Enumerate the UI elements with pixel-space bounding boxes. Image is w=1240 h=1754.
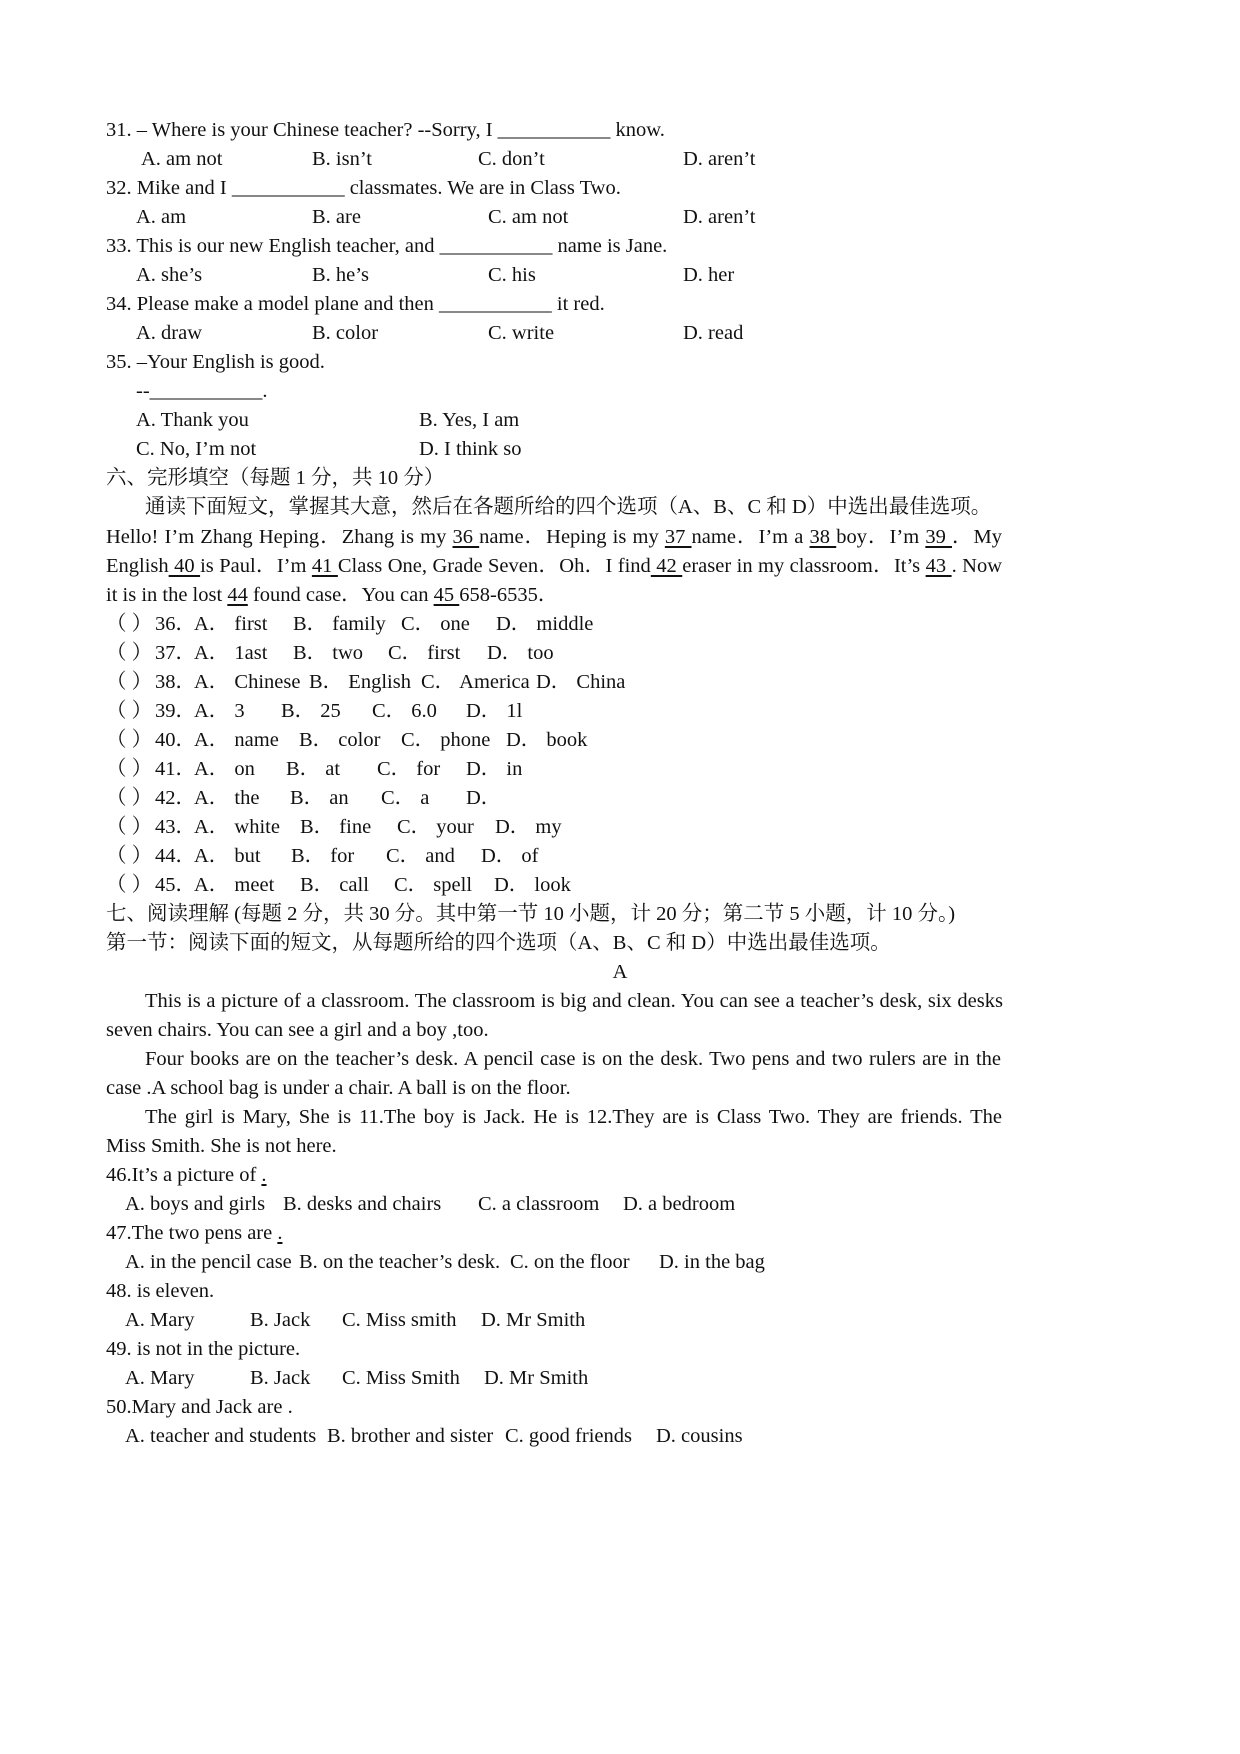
option-d: D. aren’t [683, 206, 756, 228]
item-number: 39． [155, 700, 196, 722]
passage-text: English [106, 555, 169, 577]
option-d: D． too [487, 642, 554, 664]
blank-42: 42 [650, 555, 683, 577]
passage-text: Class One, Grade Seven．Oh．I find [337, 555, 651, 577]
option-b: B. Yes, I am [419, 409, 520, 431]
option-c: C． first [388, 642, 461, 664]
option-a: A. boys and girls [125, 1193, 266, 1215]
blank-37: 37 [664, 526, 692, 548]
passage-text: name．I’m a [691, 526, 810, 548]
option-b: B． an [290, 787, 349, 809]
section-heading: 七、阅读理解 (每题 2 分，共 30 分。其中第一节 10 小题，计 20 分；第二节 5 小题，计 10 分。) [106, 903, 956, 925]
option-b: B． at [286, 758, 341, 780]
option-d: D. cousins [656, 1425, 743, 1447]
option-a: A. in the pencil case [125, 1251, 292, 1273]
answer-blank: （ ） [106, 787, 153, 809]
option-d: D． of [481, 845, 539, 867]
option-b: B. desks and chairs [283, 1193, 442, 1215]
option-c: C. write [488, 322, 555, 344]
option-d: D． 1l [466, 700, 523, 722]
option-d: D． middle [496, 613, 594, 635]
option-b: B． color [299, 729, 381, 751]
option-a: A． first [194, 613, 268, 635]
stem-text: . [287, 1396, 293, 1418]
option-d: D． China [536, 671, 626, 693]
option-c: C． 6.0 [372, 700, 437, 722]
paragraph-1-line-1: This is a picture of a classroom. The classroom is big and clean. You can see a teacher’s desk, six desks [145, 990, 1003, 1012]
option-d: D. Mr Smith [481, 1309, 586, 1331]
stem-text: 50.Mary and Jack are [106, 1396, 288, 1418]
option-d: D. Mr Smith [484, 1367, 589, 1389]
answer-blank: （ ） [106, 758, 153, 780]
question-stem: 32. Mike and I ___________ classmates. We are in Class Two. [106, 177, 621, 199]
passage-text: is Paul．I’m [200, 555, 312, 577]
option-a: A. am not [141, 148, 223, 170]
item-number: 44． [155, 845, 196, 867]
option-a: A. Mary [125, 1309, 195, 1331]
option-a: A. Thank you [136, 409, 249, 431]
question-stem: 31. – Where is your Chinese teacher? --Sorry, I ___________ know. [106, 119, 665, 141]
option-b: B. color [312, 322, 379, 344]
question-stem [106, 1333, 300, 1365]
passage-title: A [612, 961, 628, 983]
passage-text: eraser in my classroom．It’s [682, 555, 926, 577]
option-b: B. Jack [250, 1367, 311, 1389]
passage-text: Hello! I’m Zhang Heping．Zhang is my [106, 526, 453, 548]
option-d: D. in the bag [659, 1251, 765, 1273]
option-c: C. Miss Smith [342, 1367, 460, 1389]
option-b: B． 25 [281, 700, 341, 722]
option-a: A. draw [136, 322, 203, 344]
option-c: C． a [381, 787, 430, 809]
option-c: C. Miss smith [342, 1309, 457, 1331]
item-number: 41． [155, 758, 196, 780]
answer-blank: （ ） [106, 729, 153, 751]
stem-text: 48. [106, 1280, 137, 1302]
option-b: B． English [309, 671, 411, 693]
blank-44: 44 [227, 584, 248, 606]
answer-blank: （ ） [106, 700, 153, 722]
option-d: D. aren’t [683, 148, 756, 170]
answer-blank: （ ） [106, 816, 153, 838]
option-d: D． in [466, 758, 523, 780]
paragraph-text: case .A school bag is under a chair. A ball is on the floor. [106, 1077, 571, 1099]
option-b: B． two [293, 642, 364, 664]
option-c: C. his [488, 264, 536, 286]
answer-blank: （ ） [106, 874, 153, 896]
section-heading: 六、完形填空（每题 1 分，共 10 分） [106, 467, 445, 489]
option-d: D． [466, 787, 502, 809]
option-c: C． one [401, 613, 470, 635]
passage-line-1 [106, 521, 1002, 553]
option-a: A． 1ast [194, 642, 268, 664]
answer-blank: （ ） [106, 642, 153, 664]
answer-blank: （ ） [106, 671, 153, 693]
option-a: A． white [194, 816, 280, 838]
option-a: A. teacher and students [125, 1425, 317, 1447]
stem-text: is eleven. [136, 1280, 215, 1302]
option-d: D. her [683, 264, 735, 286]
option-a: A． the [194, 787, 260, 809]
passage-text-wrap [106, 579, 558, 611]
option-c: C. on the floor [510, 1251, 630, 1273]
passage-text: . Now [951, 555, 1002, 577]
reply-line: --___________. [136, 380, 268, 402]
answer-blank: . [261, 1164, 267, 1186]
option-b: B． fine [300, 816, 372, 838]
option-a: A． name [194, 729, 279, 751]
blank-41: 41 [311, 555, 338, 577]
question-stem [106, 1217, 282, 1249]
option-d: D． my [495, 816, 562, 838]
item-number: 36． [155, 613, 196, 635]
blank-36: 36 [452, 526, 480, 548]
blank-40: 40 [168, 555, 201, 577]
option-d: D. read [683, 322, 744, 344]
option-a: A． Chinese [194, 671, 301, 693]
blank-38: 38 [809, 526, 837, 548]
passage-text: boy．I’m [836, 526, 926, 548]
option-b: B. isn’t [312, 148, 372, 170]
option-c: C． and [386, 845, 455, 867]
item-number: 40． [155, 729, 196, 751]
paragraph-text: seven chairs. You can see a girl and a boy ,too. [106, 1019, 489, 1041]
option-a: A． on [194, 758, 255, 780]
option-a: A. Mary [125, 1367, 195, 1389]
option-a: A. she’s [136, 264, 203, 286]
answer-blank: （ ） [106, 613, 153, 635]
blank-43: 43 [925, 555, 952, 577]
option-c: C． phone [401, 729, 491, 751]
option-b: B． call [300, 874, 369, 896]
option-c: C. No, I’m not [136, 438, 257, 460]
paragraph-text: Miss Smith. She is not here. [106, 1135, 337, 1157]
stem-text: 46.It’s a picture of [106, 1164, 262, 1186]
passage-text: found case．You can [247, 584, 434, 606]
option-d: D. a bedroom [623, 1193, 736, 1215]
stem-text: is not in the picture. [136, 1338, 301, 1360]
passage-line-2 [106, 550, 1002, 582]
paragraph-3-line-1: The girl is Mary, She is 11.The boy is Jack. He is 12.They are is Class Two. They are friends. The [145, 1106, 1002, 1128]
option-c: C. a classroom [478, 1193, 600, 1215]
question-stem: 34. Please make a model plane and then ___________ it red. [106, 293, 605, 315]
option-b: B. brother and sister [327, 1425, 494, 1447]
option-c: C． spell [394, 874, 473, 896]
item-number: 37． [155, 642, 196, 664]
option-c: C． your [397, 816, 474, 838]
question-stem [106, 1275, 214, 1307]
option-a: A. am [136, 206, 187, 228]
section-instruction: 第一节：阅读下面的短文，从每题所给的四个选项（A、B、C 和 D）中选出最佳选项。 [106, 932, 891, 954]
option-a: A． 3 [194, 700, 245, 722]
option-b: B. are [312, 206, 361, 228]
option-b: B． for [291, 845, 355, 867]
item-number: 42． [155, 787, 196, 809]
stem-text: 49. [106, 1338, 137, 1360]
option-c: C． for [377, 758, 441, 780]
option-d: D． look [494, 874, 571, 896]
item-number: 43． [155, 816, 196, 838]
option-a: A． meet [194, 874, 275, 896]
option-c: C． America [421, 671, 530, 693]
option-b: B. Jack [250, 1309, 311, 1331]
option-b: B. on the teacher’s desk. [299, 1251, 501, 1273]
option-c: C. don’t [478, 148, 545, 170]
question-stem: 35. –Your English is good. [106, 351, 325, 373]
answer-blank: . [277, 1222, 283, 1244]
item-number: 45． [155, 874, 196, 896]
blank-45: 45 [433, 584, 460, 606]
option-c: C. am not [488, 206, 569, 228]
item-number: 38． [155, 671, 196, 693]
question-stem [106, 1159, 267, 1191]
stem-text: 47.The two pens are [106, 1222, 278, 1244]
question-stem [106, 1391, 293, 1423]
passage-text: 658-6535． [459, 584, 559, 606]
instruction-text: 通读下面短文，掌握其大意，然后在各题所给的四个选项（A、B、C 和 D）中选出最佳选项。 [145, 496, 992, 518]
passage-text: it is in the lost [106, 584, 228, 606]
answer-blank: （ ） [106, 845, 153, 867]
paragraph-2-line-1: Four books are on the teacher’s desk. A pencil case is on the desk. Two pens and two rulers are in the [145, 1048, 1001, 1070]
option-c: C. good friends [505, 1425, 632, 1447]
option-d: D． book [506, 729, 588, 751]
option-b: B. he’s [312, 264, 369, 286]
option-b: B． family [293, 613, 386, 635]
passage-text: ．My [952, 526, 1002, 548]
question-stem: 33. This is our new English teacher, and ___________ name is Jane. [106, 235, 668, 257]
blank-39: 39 [925, 526, 952, 548]
option-d: D. I think so [419, 438, 522, 460]
option-a: A． but [194, 845, 261, 867]
passage-text: name．Heping is my [479, 526, 665, 548]
